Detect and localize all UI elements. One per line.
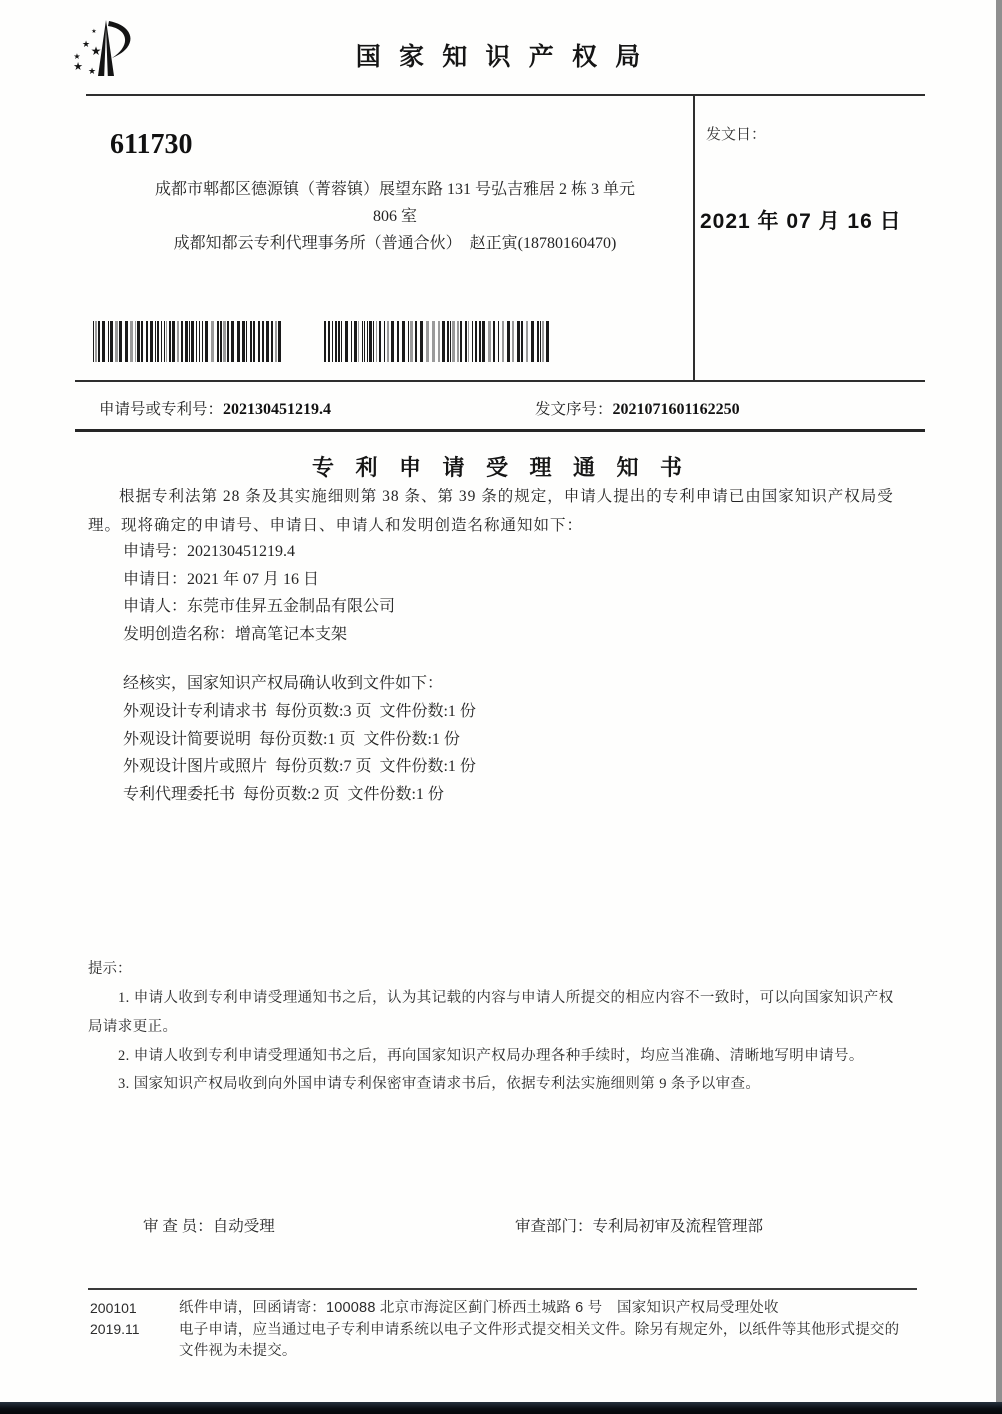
form-code: 200101	[90, 1300, 137, 1316]
field-applicant: 申请人：东莞市佳昇五金制品有限公司	[123, 598, 396, 615]
middle-rule	[75, 380, 925, 382]
svg-text:★: ★	[73, 52, 81, 61]
examiner-value: 自动受理	[212, 1218, 275, 1235]
recipient-address	[95, 176, 695, 257]
tip-item-3: 3. 国家知识产权局收到向外国申请专利保密审查请求书后，依据专利法实施细则第 9 条予以审查。	[118, 1076, 761, 1093]
received-doc-item: 外观设计专利请求书 每份页数:3 页 文件份数:1 份	[123, 702, 476, 720]
barcode-left	[93, 321, 284, 362]
header-rule	[86, 94, 925, 96]
scan-edge-bottom	[0, 1402, 1002, 1414]
examiner-row	[143, 1214, 275, 1236]
department-value: 专利局初审及流程管理部	[592, 1218, 764, 1235]
application-number-value: 202130451219.4	[223, 401, 332, 418]
dispatch-date-label: 发文日：	[706, 127, 767, 143]
received-documents	[123, 670, 476, 809]
tip-item-1: 1. 申请人收到专利申请受理通知书之后，认为其记载的内容与申请人所提交的相应内容不一致时，可以向国家知识产权局请求更正。	[88, 990, 894, 1035]
footer-paper-note: 纸件申请，回函请寄：100088 北京市海淀区蓟门桥西土城路 6 号 国家知识产权局受理处收	[179, 1300, 779, 1316]
address-line-2: 806 室	[372, 208, 417, 225]
serial-number-value: 2021071601162250	[612, 401, 740, 418]
dispatch-date-value: 2021 年 07 月 16 日	[700, 210, 902, 233]
title-rule	[75, 429, 925, 432]
svg-text:★: ★	[73, 61, 83, 73]
serial-number-row	[535, 397, 740, 419]
field-invention-name: 发明创造名称：增高笔记本支架	[123, 625, 348, 643]
footer-electronic-note: 电子申请，应当通过电子专利申请系统以电子文件形式提交相关文件。除另有规定外，以纸件等其他形式提交的文件视为未提交。	[179, 1321, 900, 1359]
serial-number-label: 发文序号：	[535, 401, 613, 418]
tips-list	[88, 984, 906, 1099]
postal-code: 611730	[110, 129, 193, 160]
received-doc-item: 外观设计图片或照片 每份页数:7 页 文件份数:1 份	[123, 758, 476, 776]
tip-item-2: 2. 申请人收到专利申请受理通知书之后，再向国家知识产权局办理各种手续时，均应当准确、清晰地写明申请号。	[118, 1047, 864, 1064]
form-date: 2019.11	[90, 1321, 140, 1337]
received-intro: 经核实，国家知识产权局确认收到文件如下：	[123, 675, 444, 692]
svg-text:★: ★	[81, 39, 91, 49]
department-label: 审查部门：	[515, 1218, 593, 1235]
footer-rule	[88, 1288, 917, 1290]
barcode-right	[324, 321, 550, 362]
svg-text:★: ★	[90, 44, 102, 58]
field-application-date: 申请日：2021 年 07 月 16 日	[123, 570, 320, 588]
received-doc-item: 专利代理委托书 每份页数:2 页 文件份数:1 份	[123, 786, 444, 804]
tips-label: 提示：	[88, 961, 132, 977]
org-title: 国 家 知 识 产 权 局	[355, 44, 647, 71]
application-number-row	[99, 397, 331, 419]
footer-notes	[179, 1298, 905, 1363]
svg-text:★: ★	[87, 66, 97, 76]
application-number-label: 申请号或专利号：	[99, 401, 224, 418]
notice-paragraph: 根据专利法第 28 条及其实施细则第 38 条、第 39 条的规定，申请人提出的专利申请已由国家知识产权局受理。现将确定的申请号、申请日、申请人和发明创造名称通知如下：	[88, 488, 894, 534]
agency-line: 成都知都云专利代理事务所（普通合伙） 赵正寅(18780160470)	[173, 235, 617, 252]
form-codes	[90, 1298, 140, 1340]
examiner-label: 审 查 员：	[143, 1218, 213, 1235]
department-row	[515, 1214, 763, 1236]
application-fields	[123, 538, 395, 648]
svg-text:★: ★	[91, 29, 97, 35]
field-application-number: 申请号：202130451219.4	[123, 543, 296, 560]
document-title: 专 利 申 请 受 理 通 知 书	[311, 455, 690, 480]
scan-edge-right	[996, 0, 1002, 1414]
address-line-1: 成都市郫都区德源镇（菁蓉镇）展望东路 131 号弘吉雅居 2 栋 3 单元	[154, 181, 635, 198]
received-doc-item: 外观设计简要说明 每份页数:1 页 文件份数:1 份	[123, 730, 460, 748]
